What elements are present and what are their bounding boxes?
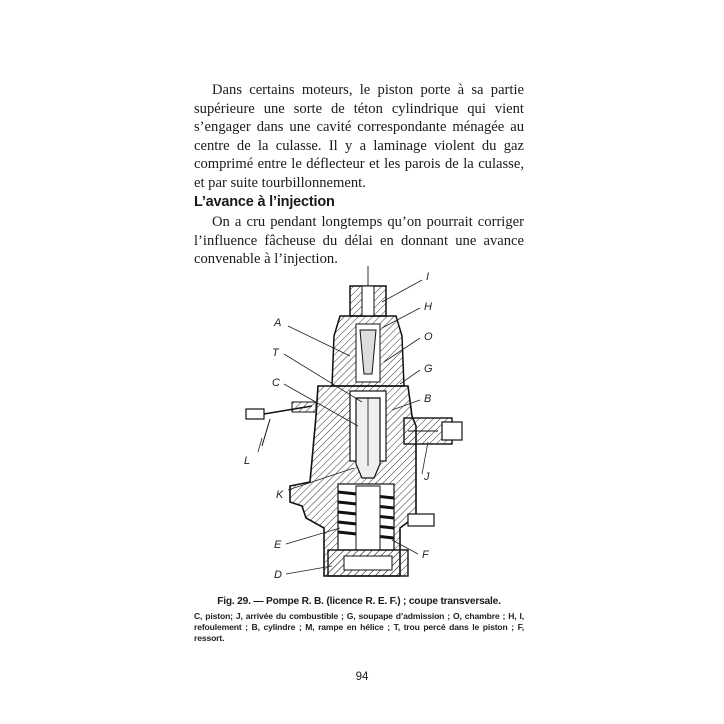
figure-caption-title: Fig. 29. — Pompe R. B. (licence R. E. F.) ; coupe transversale. bbox=[217, 596, 501, 607]
label-I: I bbox=[426, 271, 430, 283]
page-number: 94 bbox=[355, 671, 369, 683]
label-A: A bbox=[274, 317, 282, 329]
figure-caption-body: C, piston; J, arrivée du combustible ; G, soupape d’admission ; O, chambre ; H, I, refoulement ; B, cylindre ; M, rampe en hélice ; T, trou percé dans le piston ; F, ressort. bbox=[194, 611, 524, 643]
label-K: K bbox=[276, 489, 284, 501]
pump-cross-section-figure bbox=[232, 266, 472, 592]
paragraph-piston-teton: Dans certains moteurs, le piston porte à sa partie supérieure une sorte de téton cylindrique qui vient s’engager dans une cavité correspondante ménagée au centre de la culasse. Il y a laminage violent du gaz comprimé entre le déflecteur et les parois de la culasse, et par suite tourbillonnement. bbox=[194, 82, 524, 191]
label-B: B bbox=[424, 393, 432, 405]
section-heading: L’avance à l’injection bbox=[194, 194, 335, 210]
label-O: O bbox=[424, 331, 433, 343]
paragraph-avance-injection: On a cru pendant longtemps qu’on pourrait corriger l’influence fâcheuse du délai en donnant une avance convenable à l’injection. bbox=[194, 214, 524, 268]
label-F: F bbox=[422, 549, 429, 561]
label-D: D bbox=[274, 569, 282, 581]
label-T: T bbox=[272, 347, 279, 359]
label-L: L bbox=[244, 455, 251, 467]
label-C: C bbox=[272, 377, 280, 389]
label-H: H bbox=[424, 301, 432, 313]
side-bolt bbox=[408, 514, 434, 526]
label-G: G bbox=[424, 363, 433, 375]
control-lever bbox=[246, 409, 264, 419]
label-J: J bbox=[424, 471, 430, 483]
label-E: E bbox=[274, 539, 282, 551]
